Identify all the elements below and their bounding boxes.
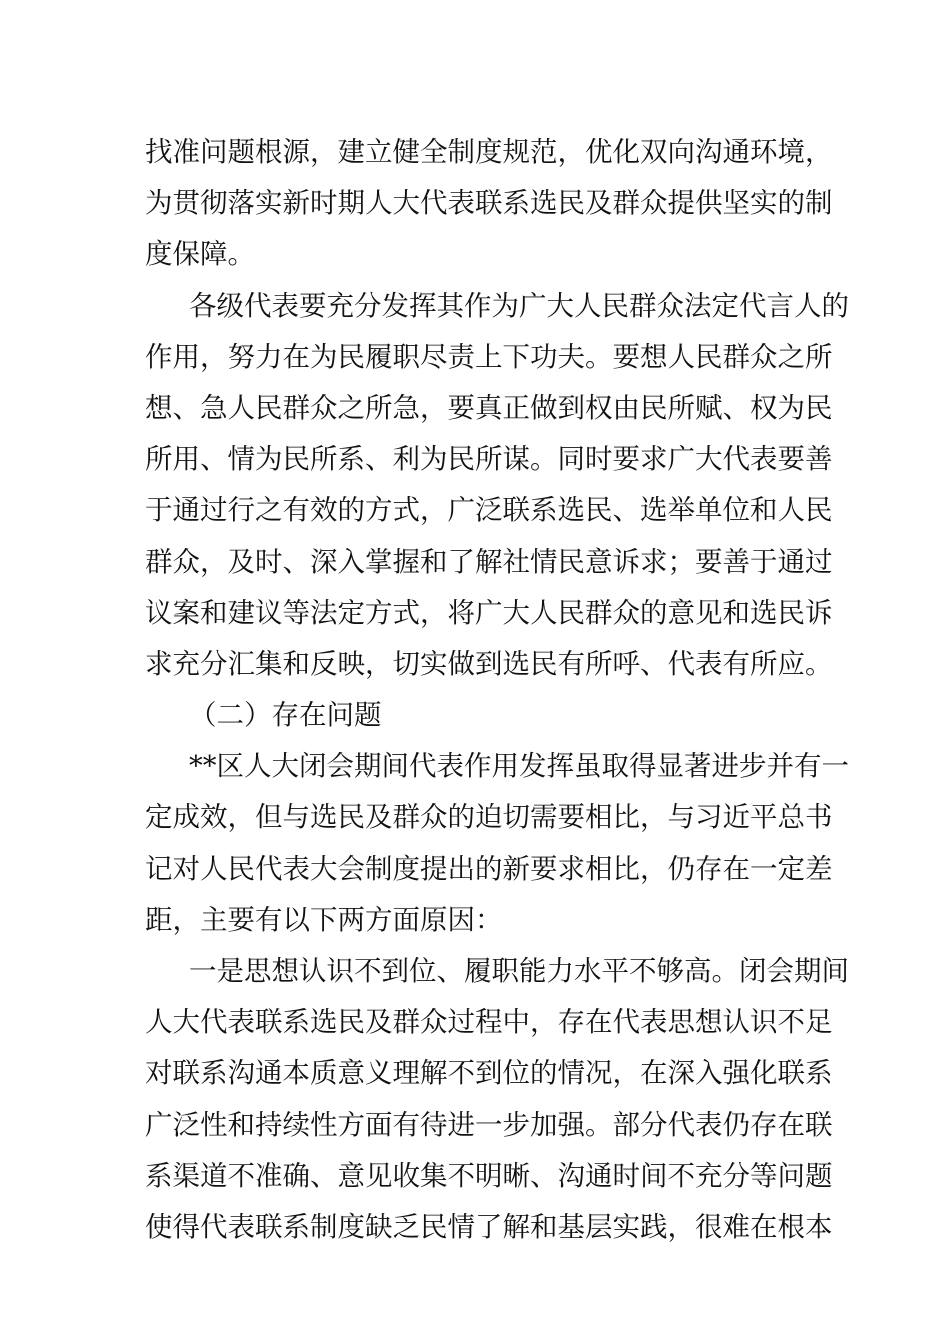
text-line: 距，主要有以下两方面原因： xyxy=(145,903,503,936)
text-line: 广泛性和持续性方面有待进一步加强。部分代表仍存在联 xyxy=(145,1108,833,1141)
document-body xyxy=(145,127,849,1253)
section-heading: （二）存在问题 xyxy=(189,699,382,732)
text-line: 找准问题根源，建立健全制度规范，优化双向沟通环境， xyxy=(145,136,833,168)
text-line: 定成效，但与选民及群众的迫切需要相比，与习近平总书 xyxy=(145,801,833,834)
text-line: 使得代表联系制度缺乏民情了解和基层实践，很难在根本 xyxy=(145,1210,833,1243)
text-line: 群众，及时、深入掌握和了解社情民意诉求；要善于通过 xyxy=(145,545,833,578)
text-line: 于通过行之有效的方式，广泛联系选民、选举单位和人民 xyxy=(145,494,833,527)
text-line: 作用，努力在为民履职尽责上下功夫。要想人民群众之所 xyxy=(145,340,833,373)
text-line: 记对人民代表大会制度提出的新要求相比，仍存在一定差 xyxy=(145,852,833,885)
text-line: 想、急人民群众之所急，要真正做到权由民所赋、权为民 xyxy=(145,391,833,424)
text-line: 为贯彻落实新时期人大代表联系选民及群众提供坚实的制 xyxy=(145,187,833,220)
text-line: 议案和建议等法定方式，将广大人民群众的意见和选民诉 xyxy=(145,596,833,629)
text-line: 人大代表联系选民及群众过程中，存在代表思想认识不足 xyxy=(145,1006,833,1039)
text-line: 一是思想认识不到位、履职能力水平不够高。闭会期间 xyxy=(189,955,849,987)
text-line: **区人大闭会期间代表作用发挥虽取得显著进步并有一 xyxy=(189,750,849,783)
text-line: 系渠道不准确、意见收集不明晰、沟通时间不充分等问题 xyxy=(145,1159,833,1192)
text-line: 求充分汇集和反映，切实做到选民有所呼、代表有所应。 xyxy=(145,647,833,680)
text-line: 对联系沟通本质意义理解不到位的情况，在深入强化联系 xyxy=(145,1057,833,1090)
text-line: 所用、情为民所系、利为民所谋。同时要求广大代表要善 xyxy=(145,443,833,476)
text-line: 各级代表要充分发挥其作为广大人民群众法定代言人的 xyxy=(189,289,849,322)
text-line: 度保障。 xyxy=(145,238,255,271)
